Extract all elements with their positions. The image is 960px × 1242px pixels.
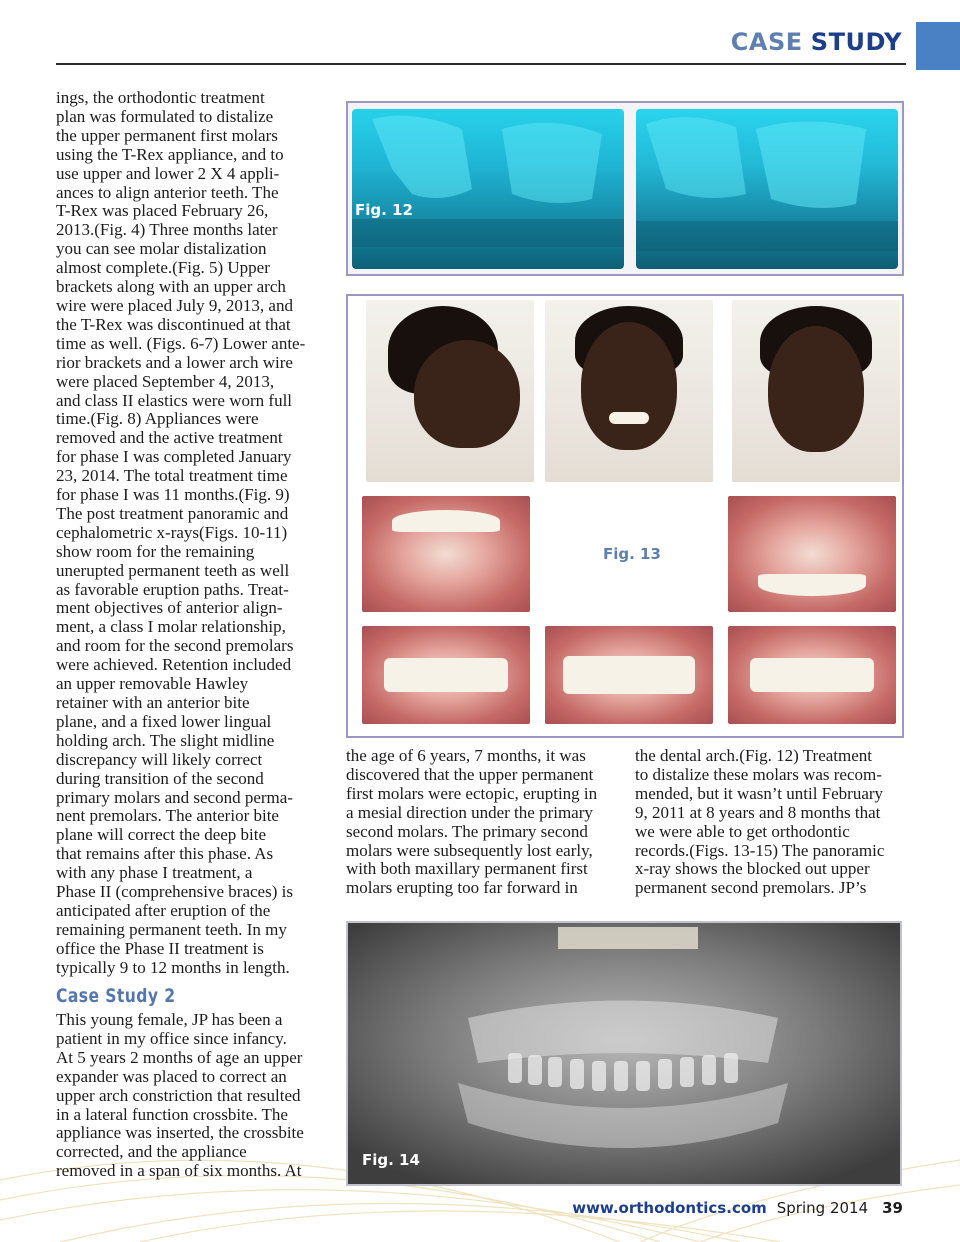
body-text-left-column-continued: This young female, JP has been a patient in my office since infancy. At 5 years 2 months of age an upper expander was placed to correct an upper arch constriction that resulted in a lateral function crossbite. The appliance was inserted, the crossbite corrected, and the appliance removed in a span of six months. At: [56, 1010, 304, 1181]
xray-left-teeth-shape: [352, 109, 624, 269]
lower-arch-teeth: [758, 574, 866, 596]
left-buccal-photo: [728, 626, 896, 724]
page-footer: [572, 1199, 903, 1217]
figure-12-xrays: [346, 101, 904, 276]
right-buccal-teeth: [384, 658, 508, 692]
section-title-word-case: CASE: [730, 28, 803, 56]
figure-14-label: Fig. 14: [362, 1151, 420, 1169]
body-text-middle-column: the age of 6 years, 7 months, it was discovered that the upper permanent first molars were ectopic, erupting in a mesial direction under the primary second molars. The primary second molars were subsequently lost early, with both maxillary permanent first molars erupting too far forward in: [346, 746, 598, 898]
left-buccal-teeth: [750, 658, 874, 692]
footer-website-link[interactable]: www.orthodontics.com: [572, 1199, 767, 1217]
lower-occlusal-photo: [728, 496, 896, 612]
panoramic-xray-image: [348, 923, 900, 1184]
frontal-smile-face: [581, 322, 677, 450]
figure-12-label: Fig. 12: [355, 201, 413, 219]
profile-photo: [366, 300, 534, 482]
profile-head: [414, 340, 520, 448]
upper-occlusal-photo: [362, 496, 530, 612]
frontal-rest-face: [768, 326, 864, 452]
footer-issue: Spring 2014: [776, 1199, 869, 1217]
xray-right-image: [636, 109, 898, 269]
frontal-smile-photo: [545, 300, 713, 482]
header-rule: [56, 63, 906, 65]
right-buccal-photo: [362, 626, 530, 724]
frontal-intraoral-photo: [545, 626, 713, 724]
page-number: 39: [882, 1199, 903, 1217]
body-text-right-column: the dental arch.(Fig. 12) Treatment to distalize these molars was recom- mended, but it wasn’t until February 9, 2011 at 8 years and 8 months that we were able to get orthodontic records.(Figs. 13-15) The panoramic x-ray shows the blocked out upper permanent second premolars. JP’s: [635, 746, 885, 898]
xray-left-image: [352, 109, 624, 269]
upper-arch-teeth: [392, 510, 500, 532]
section-title-word-study: STUDY: [810, 28, 902, 56]
header-tab-block: [916, 22, 960, 70]
frontal-rest-photo: [732, 300, 900, 482]
section-heading-case-study-2: Case Study 2: [56, 985, 176, 1007]
section-title: [731, 28, 902, 56]
figure-13-photos: [346, 294, 904, 738]
xray-right-teeth-shape: [636, 109, 898, 269]
frontal-intraoral-teeth: [563, 656, 695, 694]
body-text-left-column: ings, the orthodontic treatment plan was formulated to distalize the upper permanent first molars using the T-Rex appliance, and to use upper and lower 2 X 4 appli- ances to align anterior teeth. The T-Rex was placed February 26, 2013.(Fig. 4) Three months later you can see molar distalization almost complete.(Fig. 5) Upper brackets along with an upper arch wire were placed July 9, 2013, and the T-Rex was discontinued at that time as well. (Figs. 6-7) Lower ante- rior brackets and a lower arch wire were placed September 4, 2013, and class II elastics were worn full time.(Fig. 8) Appliances were removed and the active treatment for phase I was completed January 23, 2014. The total treatment time for phase I was 11 months.(Fig. 9) The post treatment panoramic and cephalometric x-rays(Figs. 10-11) show room for the remaining unerupted permanent teeth as well as favorable eruption paths. Treat- ment objectives of anterior align- ment, a class I molar relationship, and room for the second premolars were achieved. Retention included an upper removable Hawley retainer with an anterior bite plane, and a fixed lower lingual holding arch. The slight midline discrepancy will likely correct during transition of the second primary molars and second perma- nent premolars. The anterior bite plane will correct the deep bite that remains after this phase. As with any phase I treatment, a Phase II (comprehensive braces) is anticipated after eruption of the remaining permanent teeth. In my office the Phase II treatment is typically 9 to 12 months in length.: [56, 88, 306, 977]
figure-13-label: Fig. 13: [603, 545, 661, 563]
smile-teeth: [609, 412, 649, 424]
figure-14-panoramic-xray: [346, 921, 902, 1186]
